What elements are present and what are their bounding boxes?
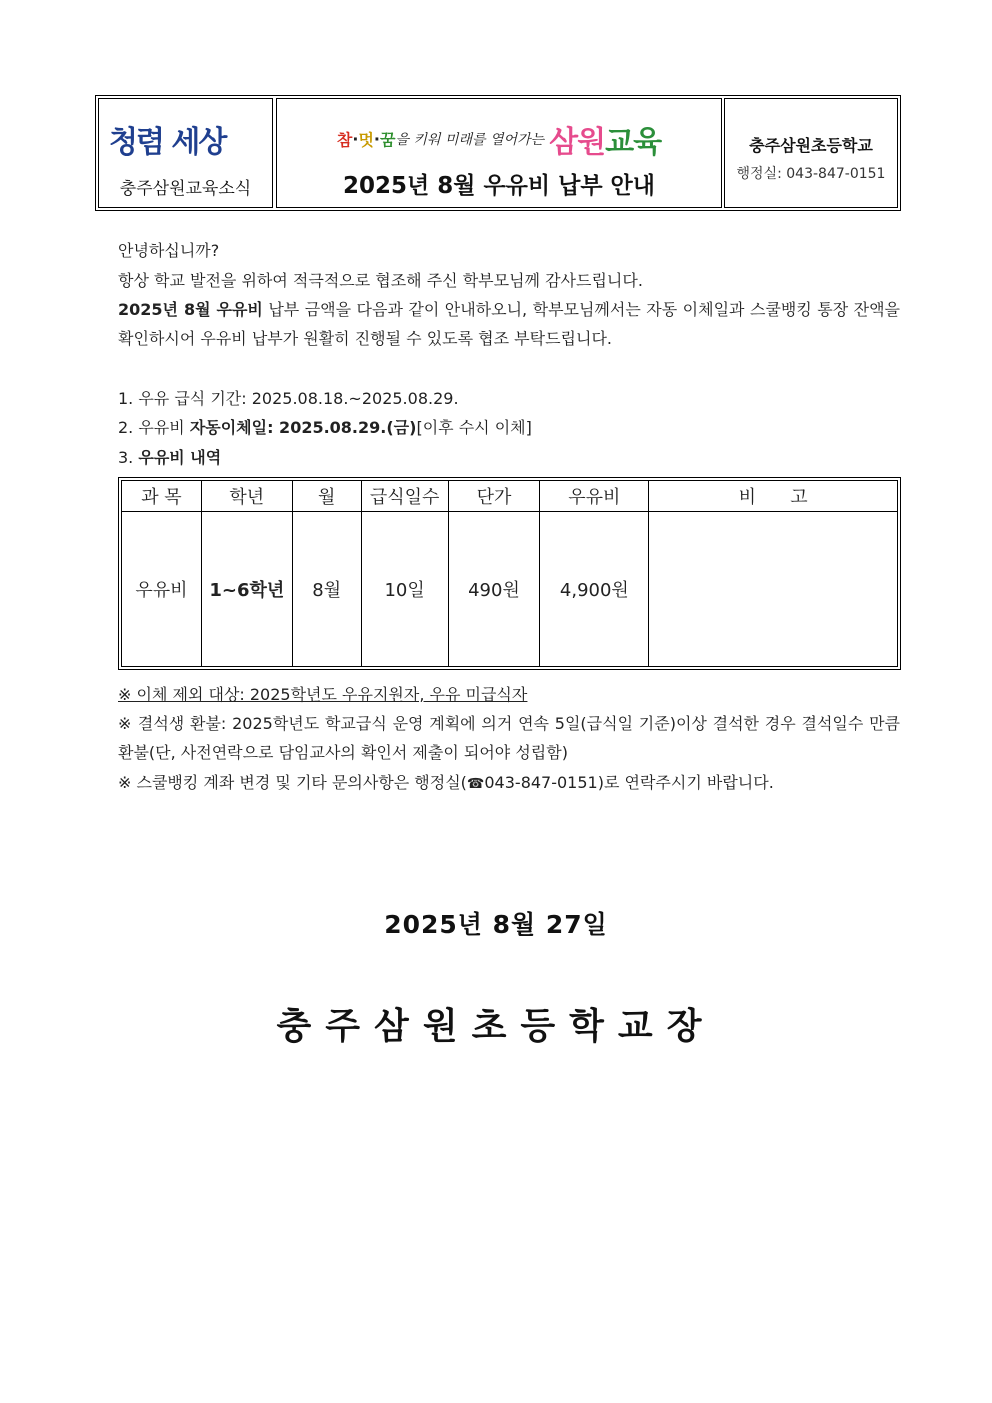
table-cell: 10일 — [361, 512, 448, 667]
thanks-text: 항상 학교 발전을 위하여 적극적으로 협조해 주신 학부모님께 감사드립니다. — [118, 271, 643, 290]
item-autopay — [118, 413, 900, 442]
item-details-label: 우유비 내역 — [138, 448, 222, 467]
table-cell: 4,900원 — [540, 512, 649, 667]
issue-date: 2025년 8월 27일 — [384, 910, 608, 939]
greeting: 안녕하십니까? — [118, 241, 220, 260]
office-phone: 행정실: 043-847-0151 — [736, 166, 886, 182]
item-autopay-date: 자동이체일: 2025.08.29.(금) — [189, 418, 417, 437]
note-contact-post: )로 연락주시기 바랍니다. — [597, 773, 774, 792]
note-exclusion-text: ※ 이체 제외 대상: 2025학년도 우유지원자, 우유 미급식자 — [118, 685, 528, 704]
slogan-mark-1: 참 — [336, 130, 353, 150]
integrity-logo — [109, 117, 265, 169]
header-title-cell — [276, 98, 722, 208]
header-school-cell — [724, 98, 898, 208]
notice-rest: 납부 금액을 다음과 같이 안내하오니, 학부모님께서는 자동 이체일과 스쿨뱅킹 통장 잔액을 확인하시어 우유비 납부가 원활히 진행될 수 있도록 협조 부탁드립니다. — [118, 300, 900, 348]
item-details-pre: 3. — [118, 448, 139, 467]
table-header-cell: 비 고 — [649, 481, 898, 512]
header-logo-cell — [98, 98, 273, 208]
item-details — [118, 443, 900, 472]
phone-icon: ☎ — [466, 776, 485, 792]
table-cell: 490원 — [448, 512, 540, 667]
slogan-mark-3: 꿈 — [380, 130, 396, 150]
note-contact — [118, 768, 900, 799]
note-exclusion — [118, 680, 900, 709]
slogan: 참·멋·꿈을 키워 미래를 열어가는 삼원교육 — [336, 125, 662, 160]
newsletter-name: 충주삼원교육소식 — [119, 179, 252, 199]
item-autopay-pre: 2. 우유비 — [118, 418, 190, 437]
note-contact-phone: 043-847-0151 — [484, 773, 598, 792]
notice-bold: 2025년 8월 우유비 — [118, 300, 263, 319]
principal-signature: 충주삼원초등학교장 — [276, 1006, 716, 1047]
table-row — [122, 512, 898, 667]
note-contact-pre: ※ 스쿨뱅킹 계좌 변경 및 기타 문의사항은 행정실( — [118, 773, 467, 792]
item-autopay-post: [이후 수시 이체] — [416, 418, 532, 437]
table-cell: 1~6학년 — [201, 512, 292, 667]
header-box — [95, 95, 901, 211]
slogan-text: 을 키워 미래를 열어가는 — [395, 132, 545, 148]
table-header-cell: 우유비 — [540, 481, 649, 512]
slogan-mark-2: 멋 — [358, 130, 374, 150]
table-cell: 8월 — [292, 512, 361, 667]
note-refund: ※ 결석생 환불: 2025학년도 학교급식 운영 계획에 의거 연속 5일(급식일 기준)이상 결석한 경우 결석일수 만큼 환불(단, 사전연락으로 담임교사의 확인서 제출이 되어야 성립함) — [118, 714, 900, 762]
table-header-cell: 단가 — [448, 481, 540, 512]
table-cell: 우유비 — [122, 512, 202, 667]
fee-table — [118, 477, 901, 670]
table-header-cell: 급식일수 — [361, 481, 448, 512]
item-period: 1. 우유 급식 기간: 2025.08.18.~2025.08.29. — [118, 389, 459, 408]
page-title: 2025년 8월 우유비 납부 안내 — [342, 173, 655, 199]
slogan-big-1: 삼원 — [549, 125, 606, 160]
table-header-row — [122, 481, 898, 512]
slogan-big-2: 교육 — [605, 125, 662, 160]
table-header-cell: 과 목 — [122, 481, 202, 512]
table-header-cell: 월 — [292, 481, 361, 512]
table-header-cell: 학년 — [201, 481, 292, 512]
school-name: 충주삼원초등학교 — [749, 136, 873, 155]
integrity-logo-text: 청렴 세상 — [109, 125, 226, 160]
notice-text — [118, 295, 900, 353]
table-cell — [649, 512, 898, 667]
